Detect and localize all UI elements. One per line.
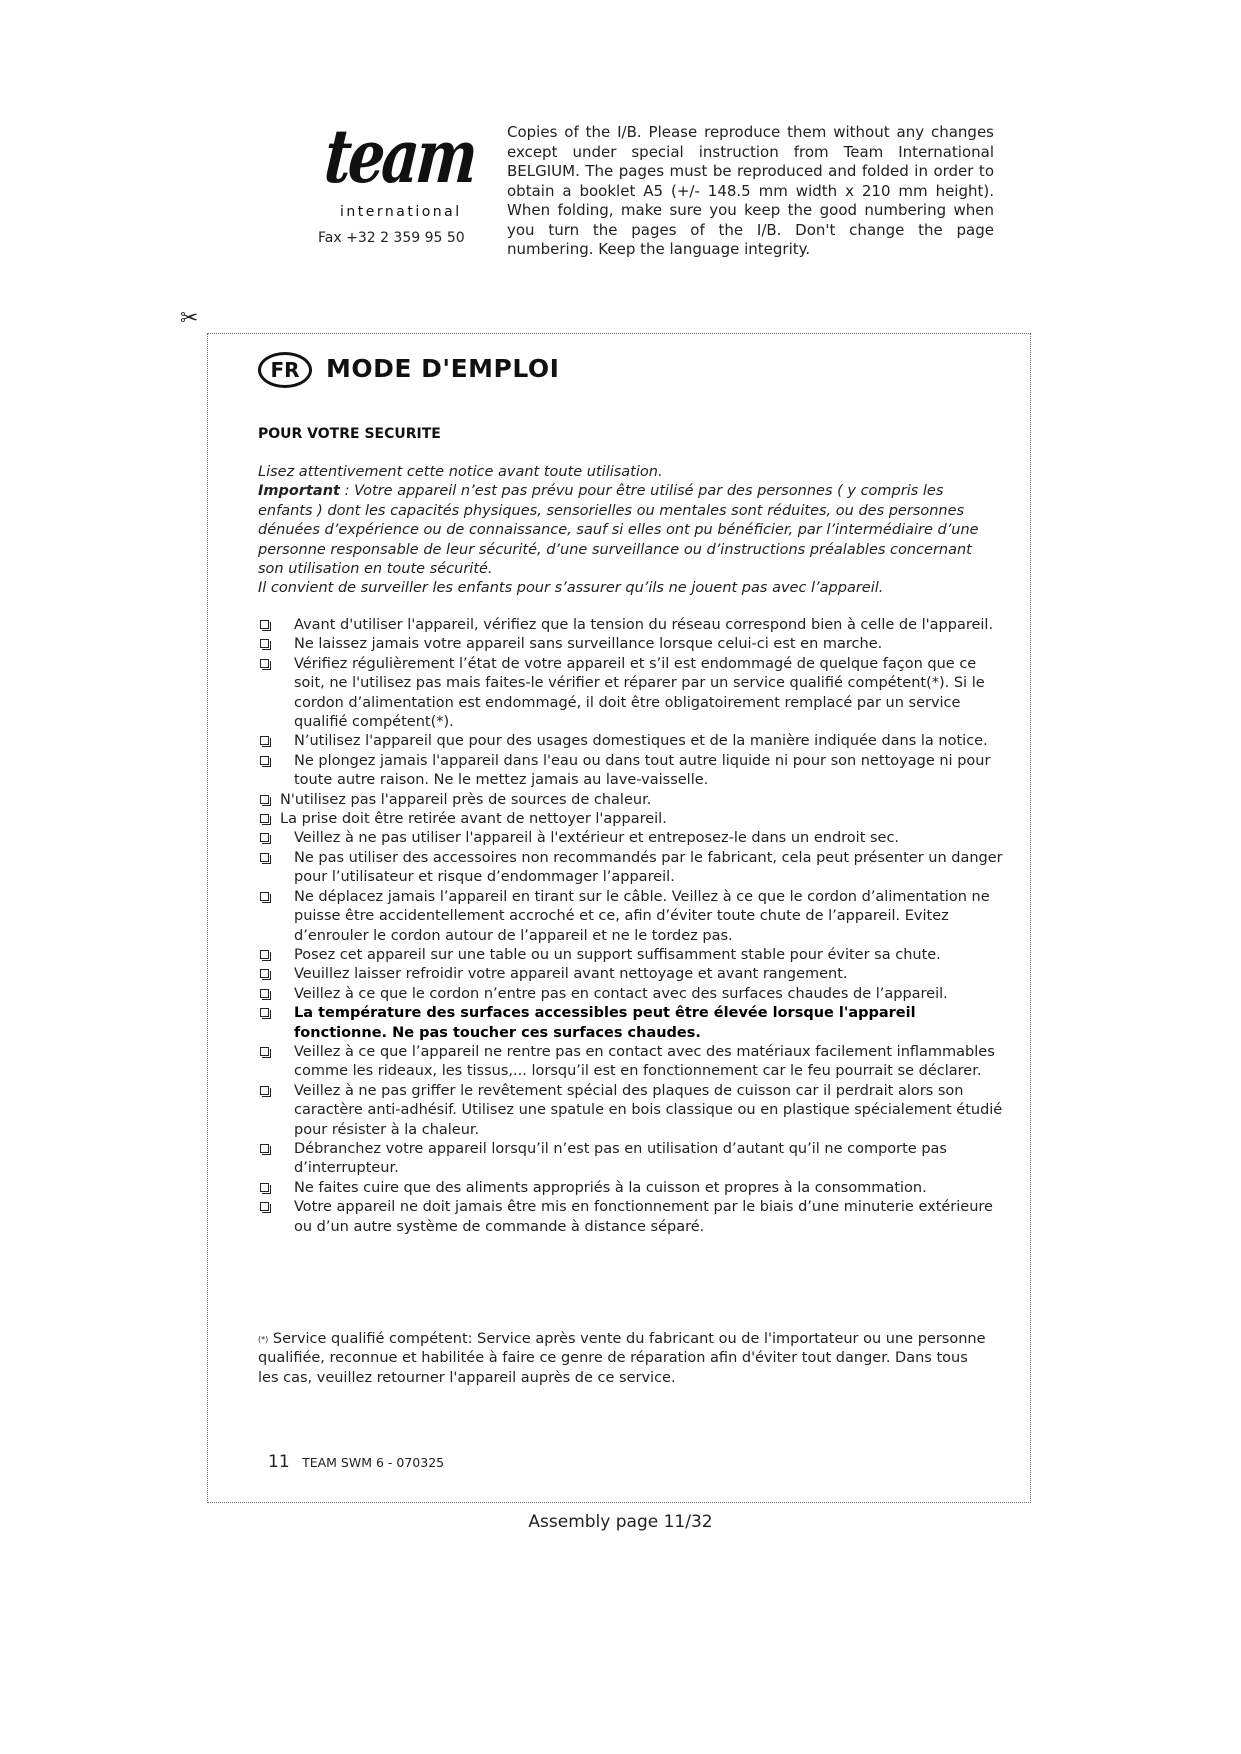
rule-text: Ne laissez jamais votre appareil sans surveillance lorsque celui-ci est en marche.: [294, 636, 883, 653]
checkbox-bullet-icon: [260, 969, 269, 978]
rule-text: Vérifiez régulièrement l’état de votre appareil et s’il est endommagé de quelque façon que ce soit, ne l'utilisez pas mais faites-le vérifier et réparer par un service qualifié compétent(*). Si le cordon d’alimentation est endommagé, il doit être obligatoirement remplacé par un service qualifié compétent(*).: [294, 655, 985, 731]
important-label: Important: [258, 483, 340, 500]
logo-wordmark: team: [321, 114, 478, 200]
footnote-text: Service qualifié compétent: Service après vente du fabricant ou de l'importateur ou une personne qualifiée, reconnue et habilitée à faire ce genre de réparation afin d'éviter tout danger. Dans tous les cas, veuillez retourner l'appareil auprès de ce service.: [258, 1331, 986, 1386]
list-item: [258, 635, 1010, 654]
rule-text: Posez cet appareil sur une table ou un support suffisamment stable pour éviter sa chute.: [294, 946, 941, 963]
important-text: : Votre appareil n’est pas prévu pour être utilisé par des personnes ( y compris les enfants ) dont les capacités physiques, sensorielles ou mentales sont réduites, ou des personnes dénuées d’expérience ou de connaissance, sauf si elles ont pu bénéficier, par l’intermédiaire d’une personne responsable de leur sécurité, d’une surveillance ou d’instructions préalables concernant son utilisation en toute sécurité.: [258, 483, 979, 578]
checkbox-bullet-icon: [260, 756, 269, 765]
checkbox-bullet-icon: [260, 639, 269, 648]
fax-number: Fax +32 2 359 95 50: [318, 230, 465, 246]
rule-text: Votre appareil ne doit jamais être mis en fonctionnement par le biais d’une minuterie extérieure ou d’un autre système de commande à distance séparé.: [294, 1199, 993, 1235]
checkbox-bullet-icon: [260, 950, 269, 959]
checkbox-bullet-icon: [260, 814, 269, 823]
intro-line: Lisez attentivement cette notice avant toute utilisation.: [258, 464, 663, 480]
children-warning: Il convient de surveiller les enfants pour s’assurer qu’ils ne jouent pas avec l’appareil.: [258, 580, 884, 597]
checkbox-bullet-icon: [260, 1086, 269, 1095]
scissors-icon: ✂: [180, 306, 199, 331]
page-title: MODE D'EMPLOI: [326, 354, 560, 383]
rule-text: La température des surfaces accessibles peut être élevée lorsque l'appareil fonctionne. Ne pas toucher ces surfaces chaudes.: [294, 1005, 916, 1041]
rule-text: Veillez à ne pas griffer le revêtement spécial des plaques de cuisson car il perdrait alors son caractère anti-adhésif. Utilisez une spatule en bois classique ou en plastique spécialement étudié pour résister à la chaleur.: [294, 1082, 1003, 1138]
checkbox-bullet-icon: [260, 736, 269, 745]
list-item: [258, 946, 1010, 965]
rule-text: N'utilisez pas l'appareil près de sources de chaleur.: [280, 791, 652, 808]
checkbox-bullet-icon: [260, 1202, 269, 1211]
checkbox-bullet-icon: [260, 892, 269, 901]
list-item: [258, 1082, 1010, 1140]
logo-subtitle: international: [340, 204, 462, 220]
list-item: [258, 888, 1010, 946]
rule-text: N’utilisez l'appareil que pour des usages domestiques et de la manière indiquée dans la notice.: [294, 733, 988, 750]
rule-text: Ne faites cuire que des aliments appropriés à la cuisson et propres à la consommation.: [294, 1179, 927, 1196]
rule-text: Ne déplacez jamais l’appareil en tirant sur le câble. Veillez à ce que le cordon d’alimentation ne puisse être accidentellement accroché et ce, afin d’éviter toute chute de l’appareil. Evitez d’enrouler le cordon autour de l’appareil et ne le tordez pas.: [294, 888, 990, 944]
rule-text: Ne pas utiliser des accessoires non recommandés par le fabricant, cela peut présenter un danger pour l’utilisateur et risque d’endommager l’appareil.: [294, 849, 1003, 886]
safety-rules-list: [258, 616, 1010, 1237]
important-paragraph: [258, 482, 998, 579]
checkbox-bullet-icon: [260, 659, 269, 668]
list-item: [258, 1140, 1010, 1179]
list-item: [258, 732, 1010, 751]
checkbox-bullet-icon: [260, 620, 269, 629]
rule-text: Veillez à ce que le cordon n’entre pas en contact avec des surfaces chaudes de l’appareil.: [294, 985, 948, 1002]
list-item: [258, 1179, 1010, 1198]
rule-text: Veillez à ce que l’appareil ne rentre pas en contact avec des matériaux facilement inflammables comme les rideaux, les tissus,... lorsqu’il est en fonctionnement car le feu pourrait se déclarer.: [294, 1043, 995, 1080]
page-footer: [268, 1452, 444, 1472]
list-item: [258, 985, 1010, 1004]
list-item: [258, 791, 1010, 810]
list-item: [258, 1043, 1010, 1082]
list-item: [258, 829, 1010, 848]
checkbox-bullet-icon: [260, 1183, 269, 1192]
rule-text: Veuillez laisser refroidir votre appareil avant nettoyage et avant rangement.: [294, 966, 848, 983]
checkbox-bullet-icon: [260, 833, 269, 842]
checkbox-bullet-icon: [260, 1144, 269, 1153]
assembly-page-label: Assembly page 11/32: [528, 1512, 713, 1532]
document-code: TEAM SWM 6 - 070325: [302, 1455, 445, 1470]
list-item: [258, 810, 1010, 829]
list-item: [258, 655, 1010, 733]
page-number: 11: [268, 1452, 290, 1472]
list-item: [258, 1004, 1010, 1043]
rule-text: Avant d'utiliser l'appareil, vérifiez que la tension du réseau correspond bien à celle de l'appareil.: [294, 617, 994, 633]
safety-heading: POUR VOTRE SECURITE: [258, 426, 441, 442]
list-item: [258, 965, 1010, 984]
checkbox-bullet-icon: [260, 1008, 269, 1017]
rule-text: La prise doit être retirée avant de nettoyer l'appareil.: [280, 811, 667, 828]
checkbox-bullet-icon: [260, 989, 269, 998]
language-badge: FR: [258, 352, 312, 388]
checkbox-bullet-icon: [260, 795, 269, 804]
rule-text: Ne plongez jamais l'appareil dans l'eau ou dans tout autre liquide ni pour son nettoyage ni pour toute autre raison. Ne le mettez jamais au lave-vaisselle.: [294, 752, 991, 789]
list-item: [258, 616, 1010, 635]
checkbox-bullet-icon: [260, 853, 269, 862]
rule-text: Veillez à ne pas utiliser l'appareil à l'extérieur et entreposez-le dans un endroit sec.: [294, 830, 900, 847]
footnote: [258, 1330, 988, 1388]
footnote-mark: (*): [258, 1335, 269, 1344]
list-item: [258, 752, 1010, 791]
reproduction-note: Copies of the I/B. Please reproduce them without any changes except under special instruction from Team International BELGIUM. The pages must be reproduced and folded in order to obtain a booklet A5 (+/- 148.5 mm width x 210 mm height). When folding, make sure you keep the good numbering when you turn the pages of the I/B. Don't change the page numbering. Keep the language integrity.: [507, 123, 994, 258]
intro-text: [258, 463, 998, 599]
rule-text: Débranchez votre appareil lorsqu’il n’est pas en utilisation d’autant qu’il ne comporte pas d’interrupteur.: [294, 1140, 947, 1177]
checkbox-bullet-icon: [260, 1047, 269, 1056]
list-item: [258, 1198, 1010, 1237]
list-item: [258, 849, 1010, 888]
